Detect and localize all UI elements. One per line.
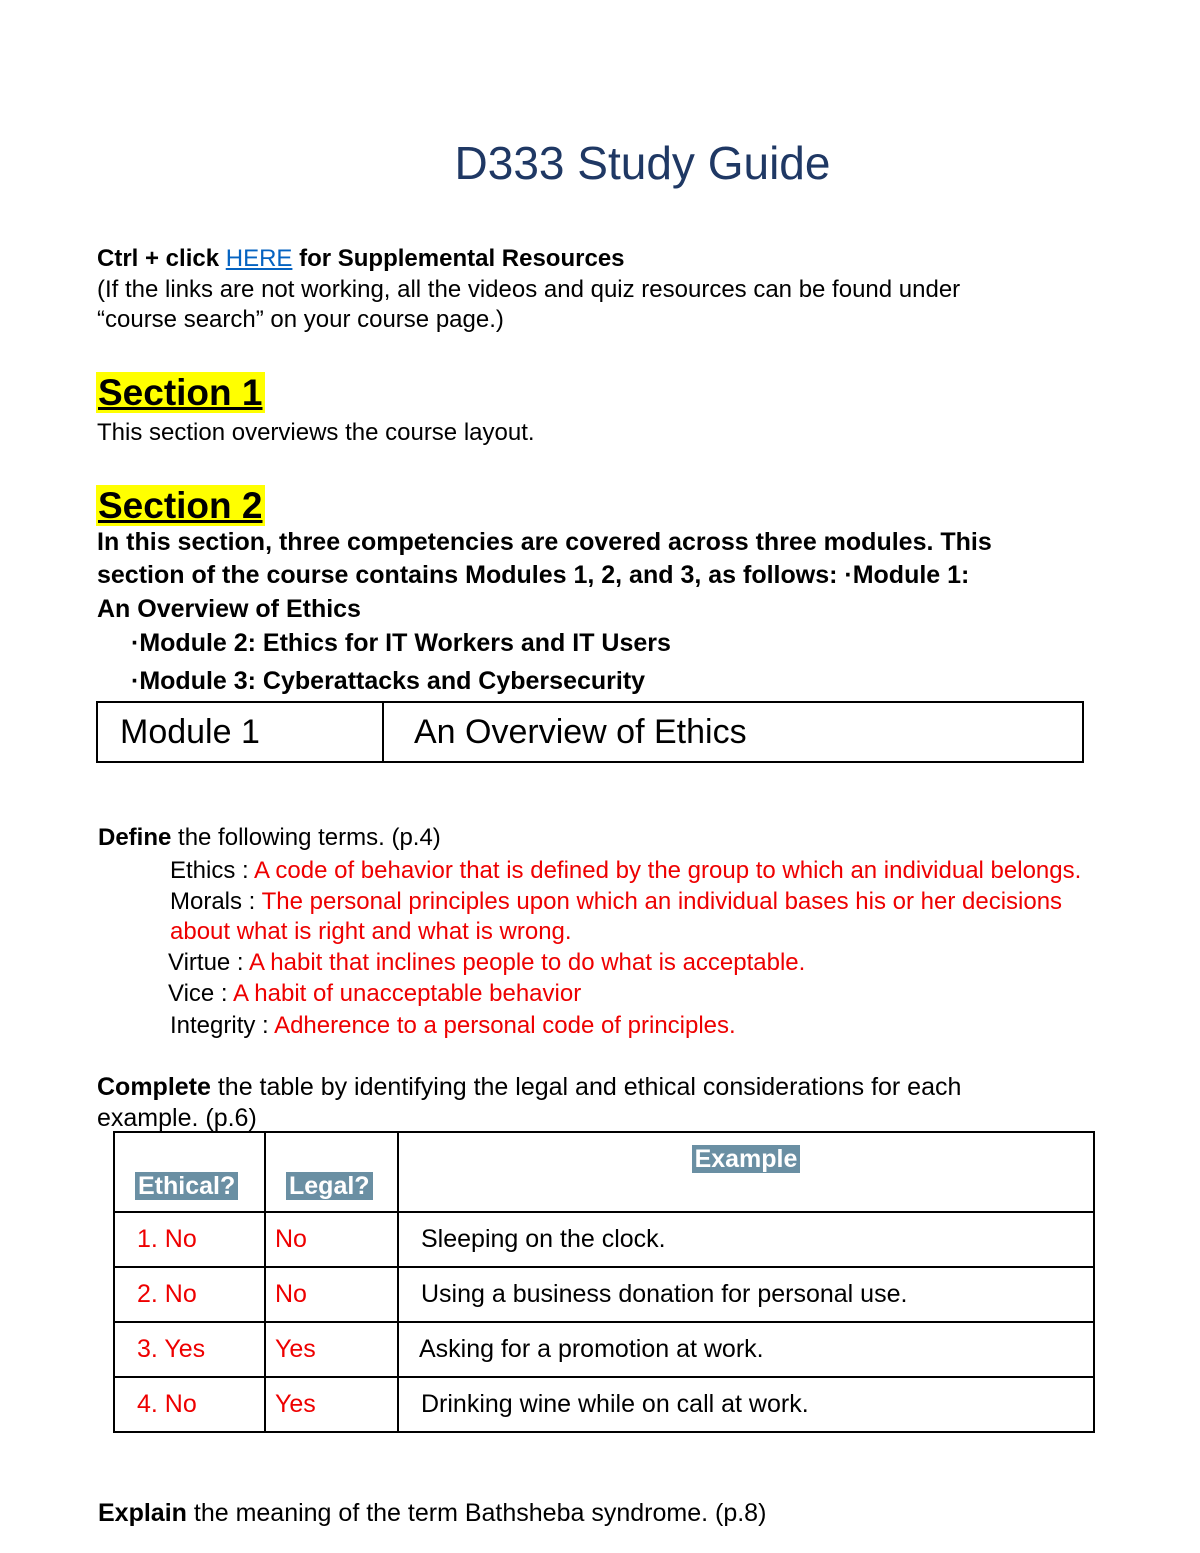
row-ethical: 3. Yes	[114, 1322, 265, 1377]
term-vice	[168, 979, 581, 1009]
table-row	[114, 1322, 1094, 1377]
section-2-line3: An Overview of Ethics	[97, 595, 361, 623]
explain-bold: Explain	[98, 1499, 187, 1527]
header-ethical-cell	[114, 1132, 265, 1212]
term-label: Morals :	[170, 888, 262, 915]
section-2-label: Section 2	[98, 485, 263, 526]
row-example: Sleeping on the clock.	[398, 1212, 1094, 1267]
term-definition: A code of behavior that is defined by the group to which an individual belongs.	[254, 857, 1082, 884]
module-3-bullet: ·Module 3: Cyberattacks and Cybersecurity	[131, 667, 646, 695]
links-note-line2: “course search” on your course page.)	[97, 306, 504, 333]
row-ethical: 4. No	[114, 1377, 265, 1432]
module-label: Module 1	[98, 703, 384, 761]
term-label: Ethics :	[170, 857, 255, 884]
header-ethical: Ethical?	[135, 1172, 238, 1200]
term-label: Virtue :	[168, 949, 249, 976]
term-definition: Adherence to a personal code of principles.	[274, 1012, 736, 1039]
section-2-line2: section of the course contains Modules 1, 2, and 3, as follows: ·Module 1:	[97, 561, 970, 589]
ethics-example-table	[113, 1131, 1095, 1433]
header-legal: Legal?	[286, 1172, 373, 1200]
term-morals	[170, 887, 1062, 917]
section-2-line1: In this section, three competencies are covered across three modules. This	[97, 528, 992, 556]
header-legal-cell	[265, 1132, 398, 1212]
term-morals-continued: about what is right and what is wrong.	[170, 918, 572, 945]
row-ethical: 1. No	[114, 1212, 265, 1267]
header-example-cell	[398, 1132, 1094, 1212]
section-1-text: This section overviews the course layout.	[97, 419, 535, 446]
row-example: Asking for a promotion at work.	[398, 1322, 1094, 1377]
define-bold: Define	[98, 824, 172, 851]
row-example: Using a business donation for personal use.	[398, 1267, 1094, 1322]
table-header-row	[114, 1132, 1094, 1212]
term-definition: The personal principles upon which an individual bases his or her decisions	[261, 888, 1063, 915]
row-legal: No	[265, 1212, 398, 1267]
row-legal: Yes	[265, 1377, 398, 1432]
term-label: Vice :	[168, 980, 233, 1007]
module-name: An Overview of Ethics	[414, 712, 747, 751]
page-title: D333 Study Guide	[454, 137, 831, 189]
define-rest: the following terms. (p.4)	[171, 824, 441, 851]
row-legal: No	[265, 1267, 398, 1322]
complete-instruction	[97, 1072, 961, 1102]
term-ethics	[170, 856, 1081, 886]
ctrl-prefix: Ctrl + click	[97, 245, 226, 272]
complete-bold: Complete	[97, 1073, 211, 1101]
table-row	[114, 1377, 1094, 1432]
module-header-table	[96, 701, 1084, 763]
row-ethical: 2. No	[114, 1267, 265, 1322]
module-2-bullet: ·Module 2: Ethics for IT Workers and IT Users	[131, 629, 671, 657]
supplemental-link[interactable]: HERE	[225, 245, 293, 272]
term-definition: A habit that inclines people to do what is acceptable.	[248, 949, 806, 976]
term-definition: A habit of unacceptable behavior	[232, 980, 582, 1007]
table-row	[114, 1267, 1094, 1322]
term-virtue	[168, 948, 805, 978]
supplemental-line	[97, 244, 625, 274]
ctrl-suffix: for Supplemental Resources	[292, 245, 625, 272]
links-note-line1: (If the links are not working, all the videos and quiz resources can be found under	[97, 276, 961, 303]
complete-line2: example. (p.6)	[97, 1104, 257, 1132]
term-integrity	[170, 1011, 736, 1041]
term-label: Integrity :	[170, 1012, 275, 1039]
complete-rest: the table by identifying the legal and ethical considerations for each	[210, 1073, 962, 1101]
define-instruction	[98, 823, 441, 853]
section-1-heading	[96, 372, 265, 414]
explain-rest: the meaning of the term Bathsheba syndrome. (p.8)	[186, 1499, 767, 1527]
explain-instruction	[98, 1498, 766, 1528]
header-example: Example	[692, 1145, 801, 1173]
section-2-heading	[96, 485, 265, 527]
section-1-label: Section 1	[98, 372, 263, 413]
row-legal: Yes	[265, 1322, 398, 1377]
table-row	[114, 1212, 1094, 1267]
row-example: Drinking wine while on call at work.	[398, 1377, 1094, 1432]
